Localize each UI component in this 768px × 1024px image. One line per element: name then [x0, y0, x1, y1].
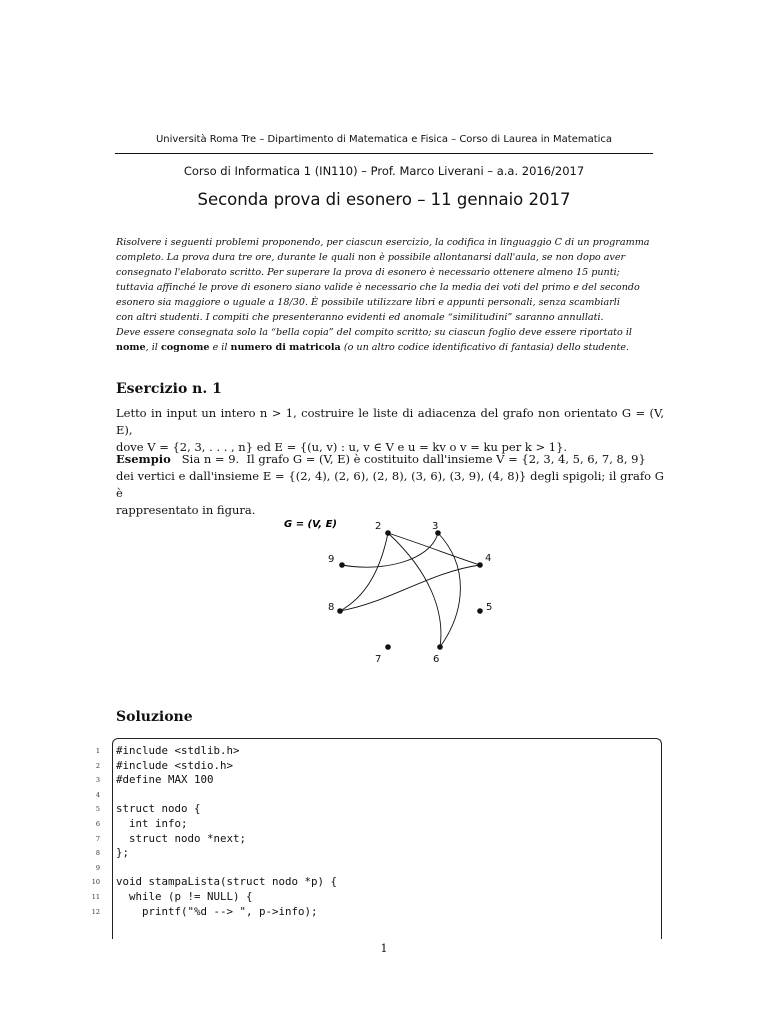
code-text: while (p != NULL) {: [116, 889, 253, 903]
line-number: 7: [95, 834, 100, 843]
line-number: 6: [95, 819, 100, 828]
example-line: Sia n = 9. Il grafo G = (V, E) è costituito dall'insieme V = {2, 3, 4, 5, 6, 7, 8, 9}: [170, 452, 646, 466]
code-line: [95, 846, 656, 861]
graph-node: [477, 562, 483, 568]
university-line: Università Roma Tre – Dipartimento di Matematica e Fisica – Corso di Laurea in Matematica: [155, 134, 613, 145]
graph-label: G = (V, E): [284, 519, 337, 530]
node-label: 5: [486, 602, 493, 613]
example-text: [116, 451, 664, 519]
line-number: 4: [95, 790, 100, 799]
code-line: [95, 816, 656, 832]
code-line: [95, 773, 656, 788]
graph-node: [385, 530, 391, 536]
code-text: #include <stdio.h>: [116, 758, 234, 772]
code-text: void stampaLista(struct nodo *p) {: [116, 875, 338, 889]
intro-sep: e il: [209, 342, 231, 353]
code-line: [95, 744, 656, 759]
line-number: 2: [95, 761, 100, 770]
code-line: [91, 889, 656, 905]
intro-rest: (o un altro codice identificativo di fantasia) dello studente.: [340, 342, 630, 353]
header-rule: [115, 153, 653, 154]
exercise-line: Letto in input un intero n > 1, costruire le liste di adiacenza del grafo non orientato G = (V, E),: [116, 406, 664, 437]
cognome-emphasis: cognome: [160, 342, 210, 353]
course-line: Corso di Informatica 1 (IN110) – Prof. Marco Liverani – a.a. 2016/2017: [183, 164, 585, 178]
code-listing: [91, 744, 656, 919]
line-number: 3: [95, 776, 100, 785]
graph-node: [339, 562, 345, 568]
code-line: [95, 861, 656, 876]
code-text: int info;: [116, 816, 188, 830]
code-text: struct nodo *next;: [116, 831, 247, 845]
graph-node: [385, 644, 391, 650]
code-text: };: [116, 846, 130, 860]
graph-edge: [342, 533, 438, 567]
line-number: 1: [95, 747, 100, 755]
solution-heading: Soluzione: [116, 709, 193, 725]
nome-emphasis: nome: [116, 342, 146, 353]
graph-figure: [280, 512, 520, 672]
line-number: 8: [95, 849, 100, 858]
code-line: [91, 875, 656, 890]
node-label: 8: [328, 602, 335, 613]
node-label: 9: [328, 554, 335, 565]
intro-line: esonero sia maggiore o uguale a 18/30. È possibile utilizzare libri e appunti personali, senza scambiarli: [116, 297, 620, 308]
node-label: 3: [432, 521, 439, 532]
node-label: 4: [485, 553, 492, 564]
code-text: #include <stdlib.h>: [116, 744, 240, 757]
code-text: struct nodo {: [116, 802, 201, 816]
intro-line: completo. La prova dura tre ore, durante le quali non è possibile allontanarsi dall'aula, se non dopo aver: [116, 252, 626, 263]
instructions: [116, 235, 656, 355]
code-line: [95, 788, 656, 803]
intro-line: tuttavia affinché le prove di esonero siano valide è necessario che la media dei voti del primo e del secondo: [116, 282, 640, 293]
intro-line: Risolvere i seguenti problemi proponendo, per ciascun esercizio, la codifica in linguaggio C di un programma: [116, 237, 650, 248]
code-line: [95, 758, 656, 774]
line-number: 12: [91, 907, 100, 916]
intro-line: con altri studenti. I compiti che presenteranno evidenti ed anomale “similitudini” saranno annullati.: [116, 312, 604, 323]
code-text: printf("%d --> ", p->info);: [116, 904, 318, 918]
intro-sep: , il: [145, 342, 161, 353]
code-line: [95, 802, 656, 817]
intro-line: Deve essere consegnata solo la “bella copia” del compito scritto; su ciascun foglio deve essere riportato il: [116, 327, 632, 338]
exercise-heading: Esercizio n. 1: [116, 381, 222, 397]
example-line: dei vertici e dall'insieme E = {(2, 4), (2, 6), (2, 8), (3, 6), (3, 9), (4, 8)} degli spigoli; il grafo G è: [116, 469, 664, 500]
code-text: #define MAX 100: [116, 773, 214, 787]
intro-last-line: [116, 340, 656, 355]
graph-node: [337, 608, 343, 614]
matricola-emphasis: numero di matricola: [230, 342, 341, 353]
node-label: 7: [375, 654, 382, 665]
graph-node: [477, 608, 483, 614]
exercise-line: dove V = {2, 3, . . . , n} ed E = {(u, v) : u, v ∈ V e u = kv o v = ku per k > 1}.: [116, 440, 568, 454]
graph-node: [437, 644, 443, 650]
code-line: [91, 904, 656, 920]
page-number: 1: [380, 942, 388, 955]
example-line: rappresentato in figura.: [116, 503, 256, 517]
line-number: 10: [91, 878, 100, 887]
graph-edge: [388, 533, 441, 647]
line-number: 9: [95, 863, 100, 872]
graph-edge: [388, 533, 480, 565]
intro-line: consegnato l'elaborato scritto. Per superare la prova di esonero è necessario ottenere almeno 15 punti;: [116, 267, 620, 278]
exercise-text: [116, 405, 664, 456]
line-number: 5: [95, 805, 100, 814]
page-title: Seconda prova di esonero – 11 gennaio 2017: [197, 190, 571, 209]
node-label: 2: [375, 521, 382, 532]
node-label: 6: [433, 654, 440, 665]
graph-edge: [438, 533, 460, 647]
example-label: Esempio: [116, 452, 171, 466]
line-number: 11: [91, 892, 100, 901]
code-line: [95, 831, 656, 847]
